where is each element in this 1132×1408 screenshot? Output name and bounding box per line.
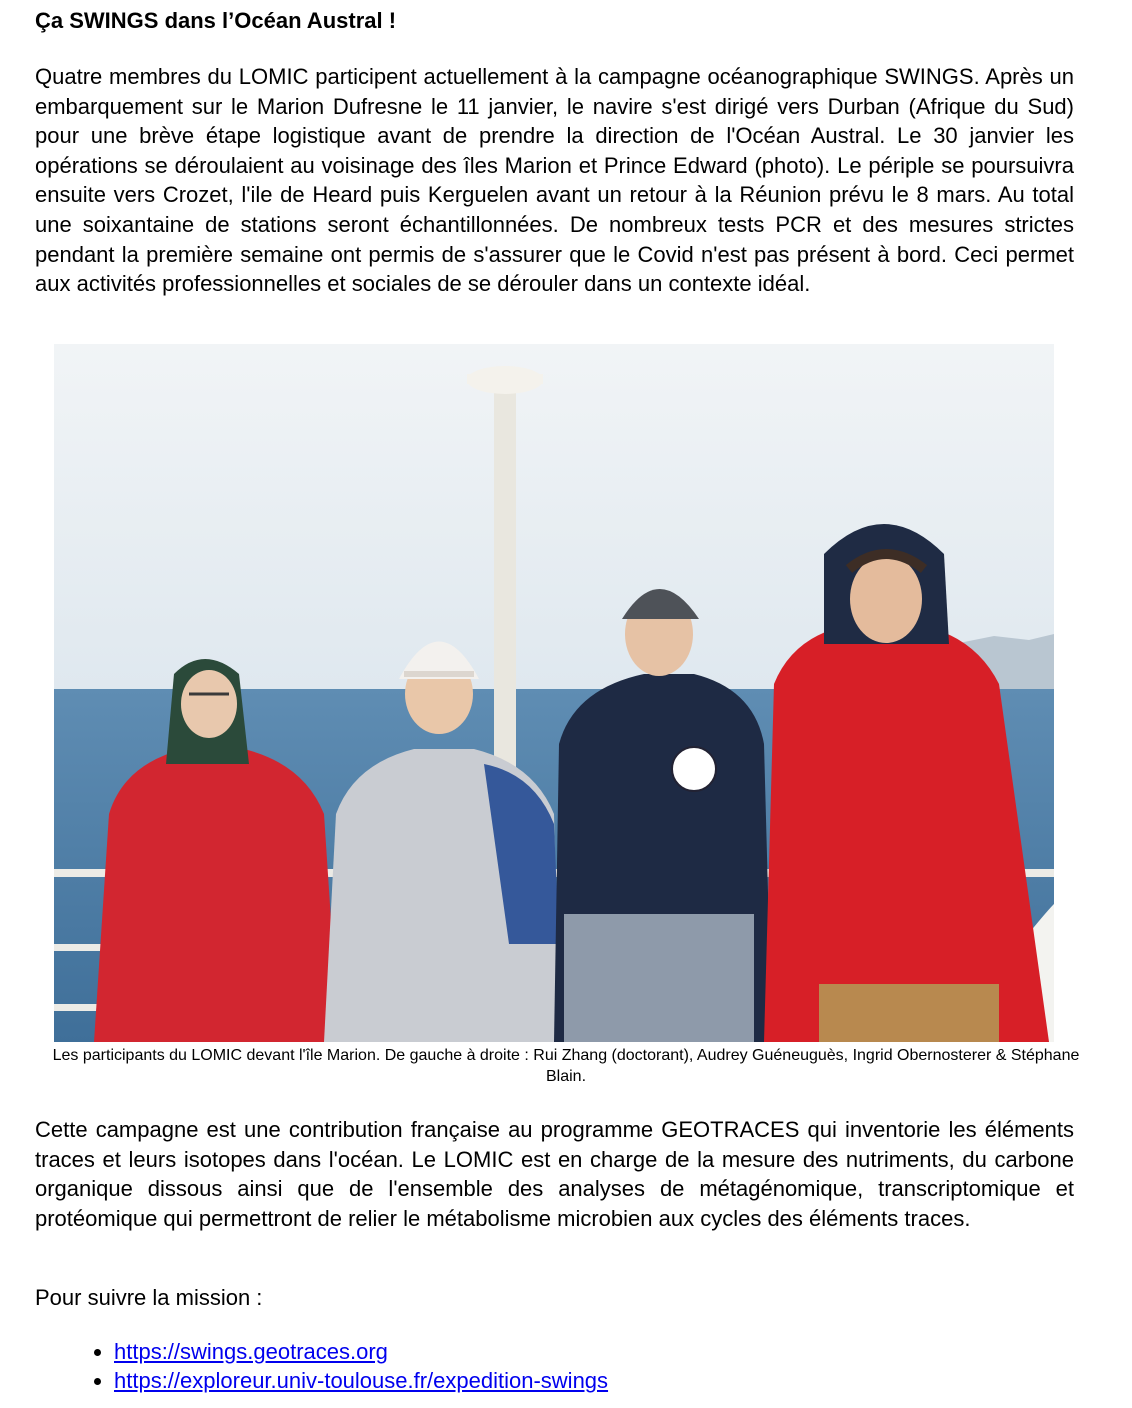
team-photo	[54, 344, 1054, 1042]
follow-label: Pour suivre la mission :	[35, 1285, 263, 1310]
swings-geotraces-link[interactable]: https://swings.geotraces.org	[114, 1339, 388, 1364]
intro-paragraph: Quatre membres du LOMIC participent actuellement à la campagne océanographique SWINGS. Après un embarquement sur le Marion Dufresne le 11 janvier, le navire s'est dirigé vers Durban (Afrique du Sud) pour une brève étape logistique avant de prendre la direction de l'Océan Austral. Le 30 janvier les opérations se déroulaient au voisinage des îles Marion et Prince Edward (photo). Le périple se poursuivra ensuite vers Crozet, l'ile de Heard puis Kerguelen avant un retour à la Réunion prévu le 8 mars. Au total une soixantaine de stations seront échantillonnées. De nombreux tests PCR et des mesures strictes pendant la première semaine ont permis de s'assurer que le Covid n'est pas présent à bord. Ceci permet aux activités professionnelles et sociales de se dérouler dans un contexte idéal.	[35, 64, 1074, 297]
photo-caption: Les participants du LOMIC devant l'île Marion. De gauche à droite : Rui Zhang (doctorant), Audrey Guéneuguès, Ingrid Obernosterer & Stéphane Blain.	[52, 1047, 1080, 1085]
list-item	[114, 1366, 608, 1395]
article-title: Ça SWINGS dans l’Océan Austral !	[35, 8, 397, 33]
mission-links	[78, 1337, 608, 1395]
list-item	[114, 1337, 608, 1366]
body-paragraph: Cette campagne est une contribution française au programme GEOTRACES qui inventorie les éléments traces et leurs isotopes dans l'océan. Le LOMIC est en charge de la mesure des nutriments, du carbone organique dissous ainsi que de l'ensemble des analyses de métagénomique, transcriptomique et protéomique qui permettront de relier le métabolisme microbien aux cycles des éléments traces.	[35, 1117, 1074, 1231]
exploreur-expedition-link[interactable]: https://exploreur.univ-toulouse.fr/expedition-swings	[114, 1368, 609, 1393]
